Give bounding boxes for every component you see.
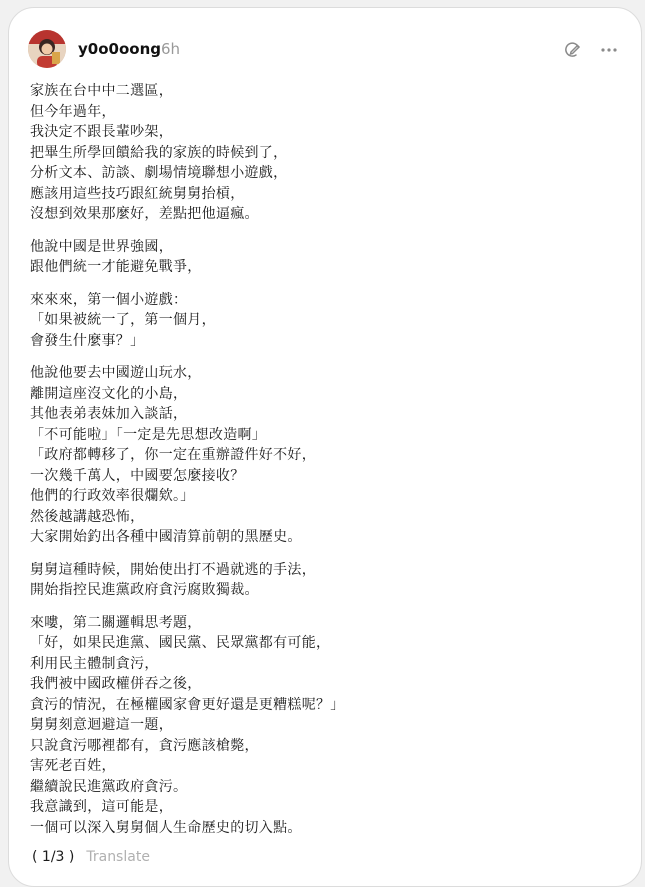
text-line: 一次幾千萬人，中國要怎麼接收？ <box>30 467 245 484</box>
text-line: 大家開始釣出各種中國清算前朝的黑歷史。 <box>30 529 302 545</box>
text-line: 然後越講越恐怖， <box>30 508 145 525</box>
text-line: 貪污的情況，在極權國家會更好還是更糟糕呢？」 <box>30 696 345 713</box>
text-line: 分析文本、訪談、劇場情境聯想小遊戲， <box>30 165 288 181</box>
text-line: 「好，如果民進黨、國民黨、民眾黨都有可能， <box>30 635 331 651</box>
paragraph <box>30 613 630 839</box>
text-line: 沒想到效果那麼好，差點把他逼瘋。 <box>30 206 259 222</box>
post-body <box>30 81 630 850</box>
text-line: 開始指控民進黨政府貪污腐敗獨裁。 <box>30 582 259 598</box>
text-line: 「不可能啦」「一定是先思想改造啊」 <box>30 426 267 443</box>
paragraph <box>30 560 630 601</box>
text-line: 其他表弟表妹加入談話， <box>30 406 188 422</box>
text-line: 我決定不跟長輩吵架， <box>30 124 173 140</box>
text-line: 「如果被統一了，第一個月， <box>30 312 216 328</box>
text-line: 他說他要去中國遊山玩水， <box>30 365 202 381</box>
username[interactable]: y0o0oong <box>78 40 161 58</box>
text-line: 來來來，第一個小遊戲： <box>30 291 188 308</box>
paragraph <box>30 363 630 548</box>
text-line: 「政府都轉移了，你一定在重辦證件好不好， <box>30 447 316 463</box>
text-line: 但今年過年， <box>30 103 116 120</box>
post-footer <box>32 846 150 868</box>
post-card <box>8 7 642 887</box>
text-line: 把畢生所學回饋給我的家族的時候到了， <box>30 144 288 161</box>
text-line: 只說貪污哪裡都有，貪污應該槍斃， <box>30 737 259 754</box>
text-line: 他們的行政效率很爛欸。」 <box>30 488 195 504</box>
text-line: 他說中國是世界強國， <box>30 238 173 255</box>
text-line: 應該用這些技巧跟紅統舅舅抬槓， <box>30 185 245 202</box>
paragraph <box>30 290 630 352</box>
text-line: 舅舅這種時候，開始使出打不過就逃的手法， <box>30 561 316 578</box>
text-line: 繼續說民進黨政府貪污。 <box>30 778 188 795</box>
text-line: 跟他們統一才能避免戰爭， <box>30 259 202 275</box>
text-line: 利用民主體制貪污， <box>30 655 159 672</box>
text-line: 害死老百姓， <box>30 758 116 774</box>
avatar[interactable] <box>28 30 66 68</box>
text-line: 我意識到，這可能是， <box>30 799 173 815</box>
edit-pencil-circle-icon[interactable] <box>561 38 585 62</box>
post-time: 6h <box>161 40 181 58</box>
text-line: 來嘍，第二關邏輯思考題， <box>30 614 202 631</box>
page-indicator: ( 1/3 ) <box>32 849 75 865</box>
text-line: 會發生什麼事？」 <box>30 332 145 349</box>
text-line: 一個可以深入舅舅個人生命歷史的切入點。 <box>30 819 302 836</box>
text-line: 舅舅刻意迴避這一題， <box>30 717 173 733</box>
post-header <box>9 8 641 88</box>
more-horizontal-icon[interactable] <box>597 38 621 62</box>
text-line: 離開這座沒文化的小島， <box>30 385 188 402</box>
text-line: 我們被中國政權併吞之後， <box>30 676 202 692</box>
translate-link[interactable]: Translate <box>86 849 150 865</box>
text-line: 家族在台中中二選區， <box>30 83 173 99</box>
paragraph <box>30 81 630 225</box>
paragraph <box>30 237 630 278</box>
